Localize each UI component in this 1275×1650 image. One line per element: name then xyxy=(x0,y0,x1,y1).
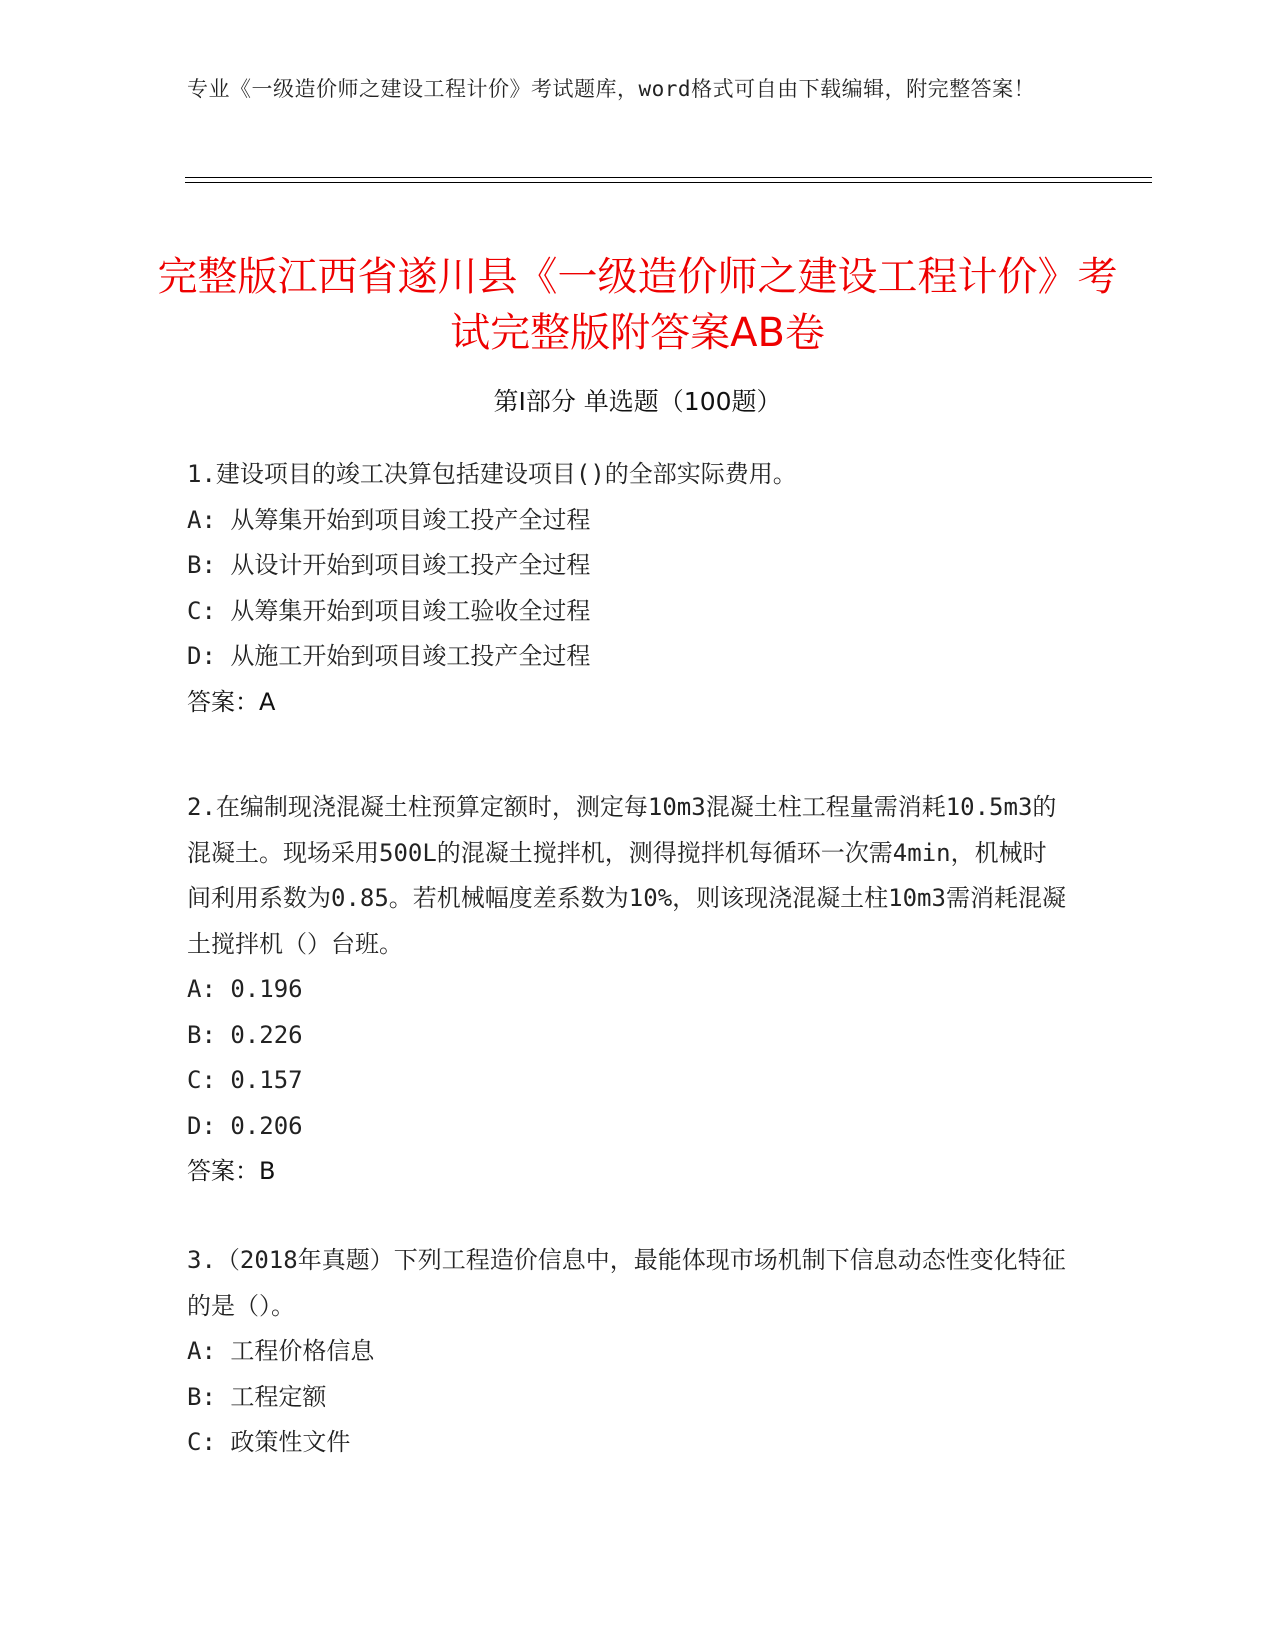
option-a: A: 从筹集开始到项目竣工投产全过程 xyxy=(187,505,591,534)
question-stem: 3.（2018年真题）下列工程造价信息中，最能体现市场机制下信息动态性变化特征的是（）。 xyxy=(187,1246,1066,1320)
header-note: 专业《一级造价师之建设工程计价》考试题库，word格式可自由下载编辑，附完整答案！ xyxy=(187,77,1036,101)
header-rule-bottom xyxy=(185,182,1152,183)
question-1 xyxy=(187,452,1067,725)
answer-line: 答案：A xyxy=(187,687,276,716)
document-title: 完整版江西省遂川县《一级造价师之建设工程计价》考试完整版附答案AB卷 xyxy=(157,253,1118,356)
section-heading: 第Ⅰ部分 单选题（100题） xyxy=(493,387,782,416)
question-3 xyxy=(187,1238,1067,1466)
option-c: C: 0.157 xyxy=(187,1066,303,1094)
header-rule-top xyxy=(185,177,1152,178)
option-a: A: 工程价格信息 xyxy=(187,1337,375,1365)
option-b: B: 0.226 xyxy=(187,1020,303,1049)
question-stem: 2.在编制现浇混凝土柱预算定额时，测定每10m3混凝土柱工程量需消耗10.5m3的混凝土。现场采用500L的混凝土搅拌机，测得搅拌机每循环一次需4min，机械时间利用系数为0.85。若机械幅度差系数为10%，则该现浇混凝土柱10m3需消耗混凝土搅拌机（）台班。 xyxy=(187,793,1066,958)
answer-line: 答案：B xyxy=(187,1157,276,1185)
option-d: D: 从施工开始到项目竣工投产全过程 xyxy=(187,642,591,670)
option-c: C: 从筹集开始到项目竣工验收全过程 xyxy=(187,596,591,625)
question-stem: 1.建设项目的竣工决算包括建设项目()的全部实际费用。 xyxy=(187,460,797,488)
option-a: A: 0.196 xyxy=(187,975,303,1003)
option-b: B: 工程定额 xyxy=(187,1382,327,1411)
option-b: B: 从设计开始到项目竣工投产全过程 xyxy=(187,551,591,579)
option-d: D: 0.206 xyxy=(187,1111,303,1140)
question-2 xyxy=(187,785,1067,1195)
option-c: C: 政策性文件 xyxy=(187,1428,351,1456)
